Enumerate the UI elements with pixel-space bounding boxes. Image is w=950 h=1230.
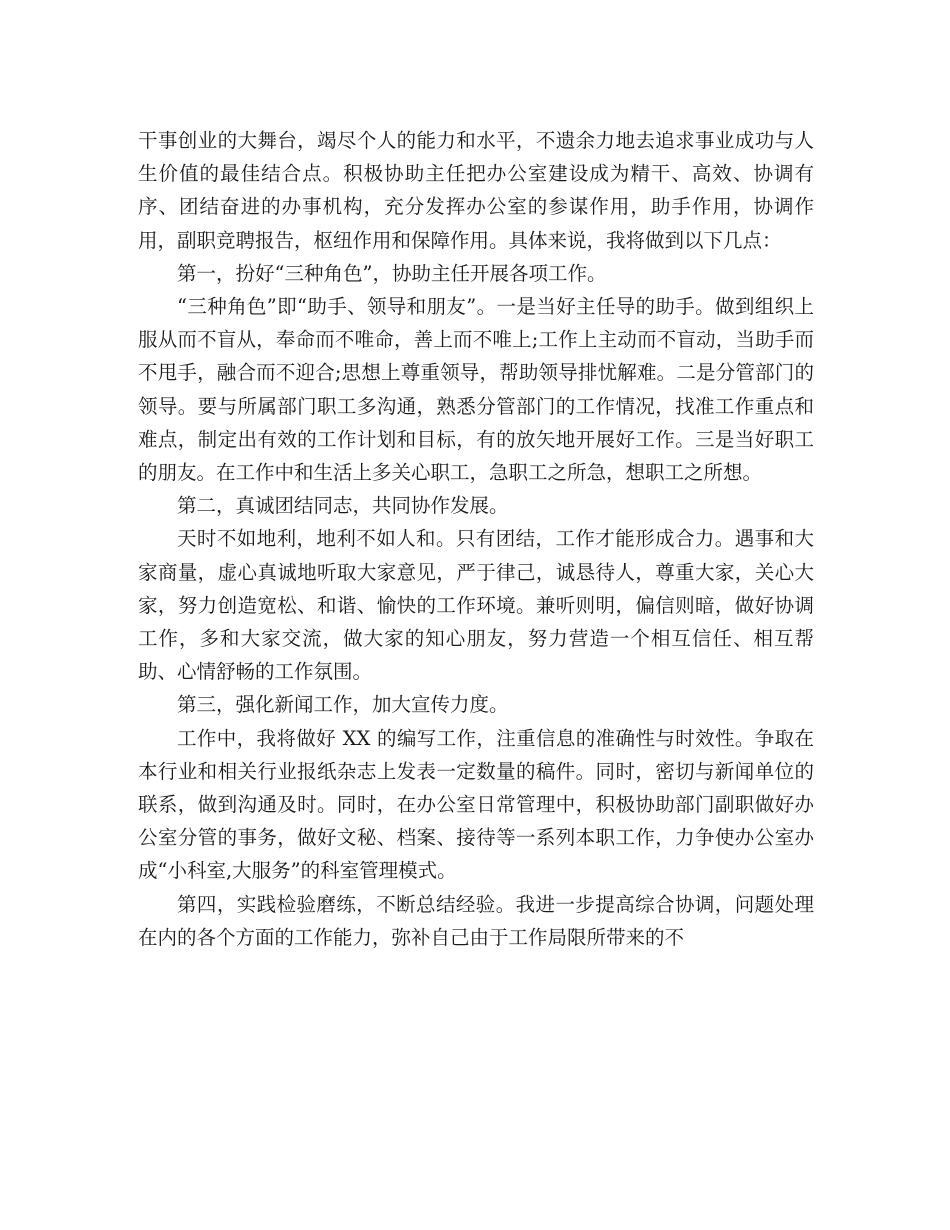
document-body [138, 124, 814, 954]
paragraph-heading-4: 第四，实践检验磨练，不断总结经验。我进一步提高综合协调，问题处理在内的各个方面的工作能力，弥补自己由于工作局限所带来的不 [138, 892, 814, 949]
paragraph-2: “三种角色”即“助手、领导和朋友”。一是当好主任导的助手。做到组织上服从而不盲从，奉命而不唯命，善上而不唯上;工作上主动而不盲动，当助手而不甩手，融合而不迎合;思想上尊重领导，帮助领导排忧解难。二是分管部门的领导。要与所属部门职工多沟通，熟悉分管部门的工作情况，找准工作重点和难点，制定出有效的工作计划和目标，有的放矢地开展好工作。三是当好职工的朋友。在工作中和生活上多关心职工，急职工之所急，想职工之所想。 [138, 295, 814, 485]
paragraph-heading-3: 第三，强化新闻工作，加大宣传力度。 [177, 693, 509, 717]
paragraph-4: 工作中，我将做好 XX 的编写工作，注重信息的准确性与时效性。争取在本行业和相关行业报纸杂志上发表一定数量的稿件。同时，密切与新闻单位的联系，做到沟通及时。同时，在办公室日常管理中，积极协助部门副职做好办公室分管的事务，做好文秘、档案、接待等一系列本职工作，力争使办公室办成“小科室,大服务”的科室管理模式。 [138, 726, 814, 883]
paragraph-3: 天时不如地利，地利不如人和。只有团结，工作才能形成合力。遇事和大家商量，虚心真诚地听取大家意见，严于律己，诚恳待人，尊重大家，关心大家，努力创造宽松、和谐、愉快的工作环境。兼听则明，偏信则暗，做好协调工作，多和大家交流，做大家的知心朋友，努力营造一个相互信任、相互帮助、心情舒畅的工作氛围。 [138, 527, 814, 684]
paragraph-heading-1: 第一，扮好“三种角色”，协助主任开展各项工作。 [177, 261, 607, 285]
paragraph-1: 干事创业的大舞台，竭尽个人的能力和水平，不遗余力地去追求事业成功与人生价值的最佳结合点。积极协助主任把办公室建设成为精干、高效、协调有序、团结奋进的办事机构，充分发挥办公室的参谋作用，助手作用，协调作用，副职竞聘报告，枢纽作用和保障作用。具体来说，我将做到以下几点： [138, 129, 814, 252]
paragraph-heading-2: 第二，真诚团结同志，共同协作发展。 [177, 494, 509, 518]
